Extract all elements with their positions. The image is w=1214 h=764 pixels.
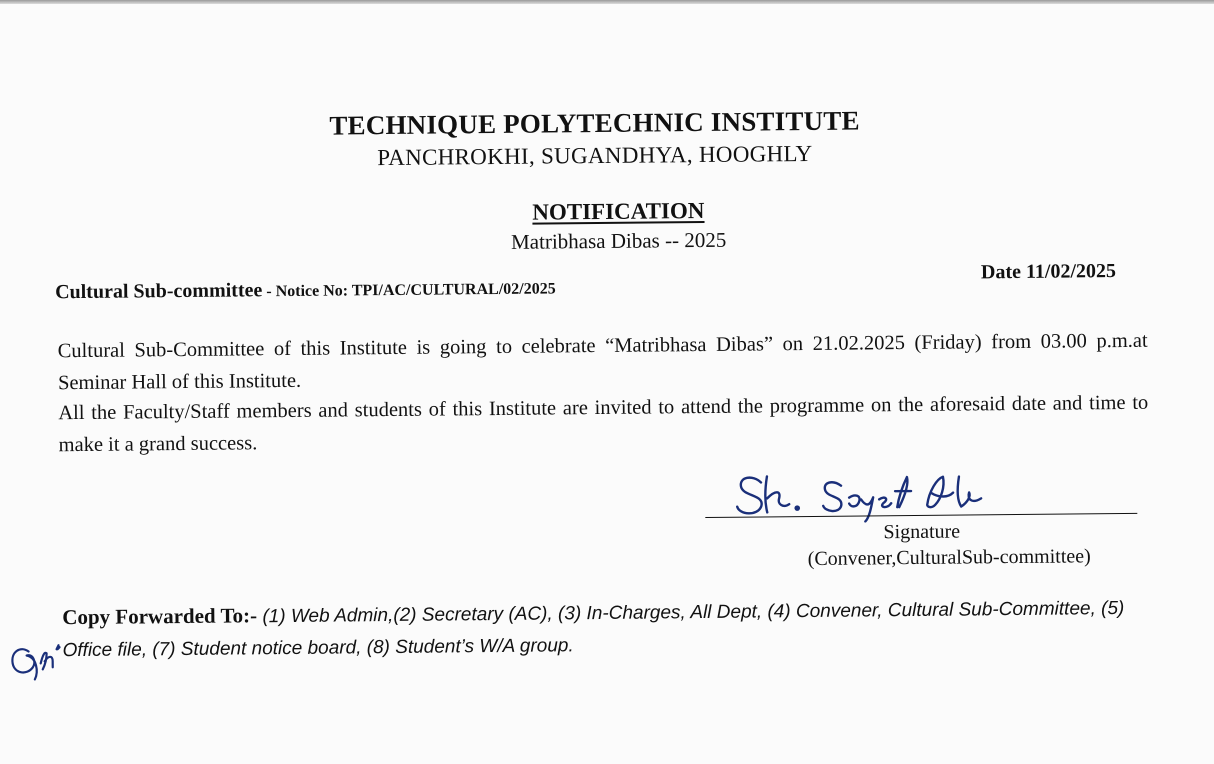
body-paragraph-1: Cultural Sub-Committee of this Institute is going to celebrate “Matribhasa Dibas” on 21.02.2025 (Friday) from 03.00 p.m.at Seminar Hall of this Institute.: [57, 329, 1148, 395]
signature-label: Signature: [883, 520, 961, 544]
notice-date: Date 11/02/2025: [980, 260, 1117, 284]
notification-subtitle: Matribhasa Dibas -- 2025: [510, 227, 727, 254]
notice-no-label: - Notice No:: [262, 282, 352, 301]
copy-forwarded-label: Copy Forwarded To:-: [62, 603, 258, 630]
institute-name: TECHNIQUE POLYTECHNIC INSTITUTE: [329, 105, 860, 141]
signature-block: [701, 465, 1142, 579]
copy-forwarded-recipients: (1) Web Admin,(2) Secretary (AC), (3) In-Charges, All Dept, (4) Convener, Cultural Sub-Committee, (5) Office file, (7) Student notice board, (8) Student’s W/A group.: [62, 597, 1125, 662]
signatory-role: (Convener,CulturalSub-committee): [807, 545, 1091, 571]
committee-name: Cultural Sub-committee: [55, 279, 263, 304]
notice-reference: [55, 276, 556, 304]
handwritten-initials: [6, 641, 64, 682]
notice-code: TPI/AC/CULTURAL/02/2025: [351, 280, 556, 300]
notification-heading: NOTIFICATION: [532, 197, 705, 225]
copy-forwarded: [62, 591, 1163, 668]
body-paragraph-2: All the Faculty/Staff members and students of this Institute are invited to attend the programme on the aforesaid date and time to make it a grand success.: [58, 391, 1149, 457]
institute-address: PANCHROKHI, SUGANDHYA, HOOGHLY: [377, 140, 813, 171]
